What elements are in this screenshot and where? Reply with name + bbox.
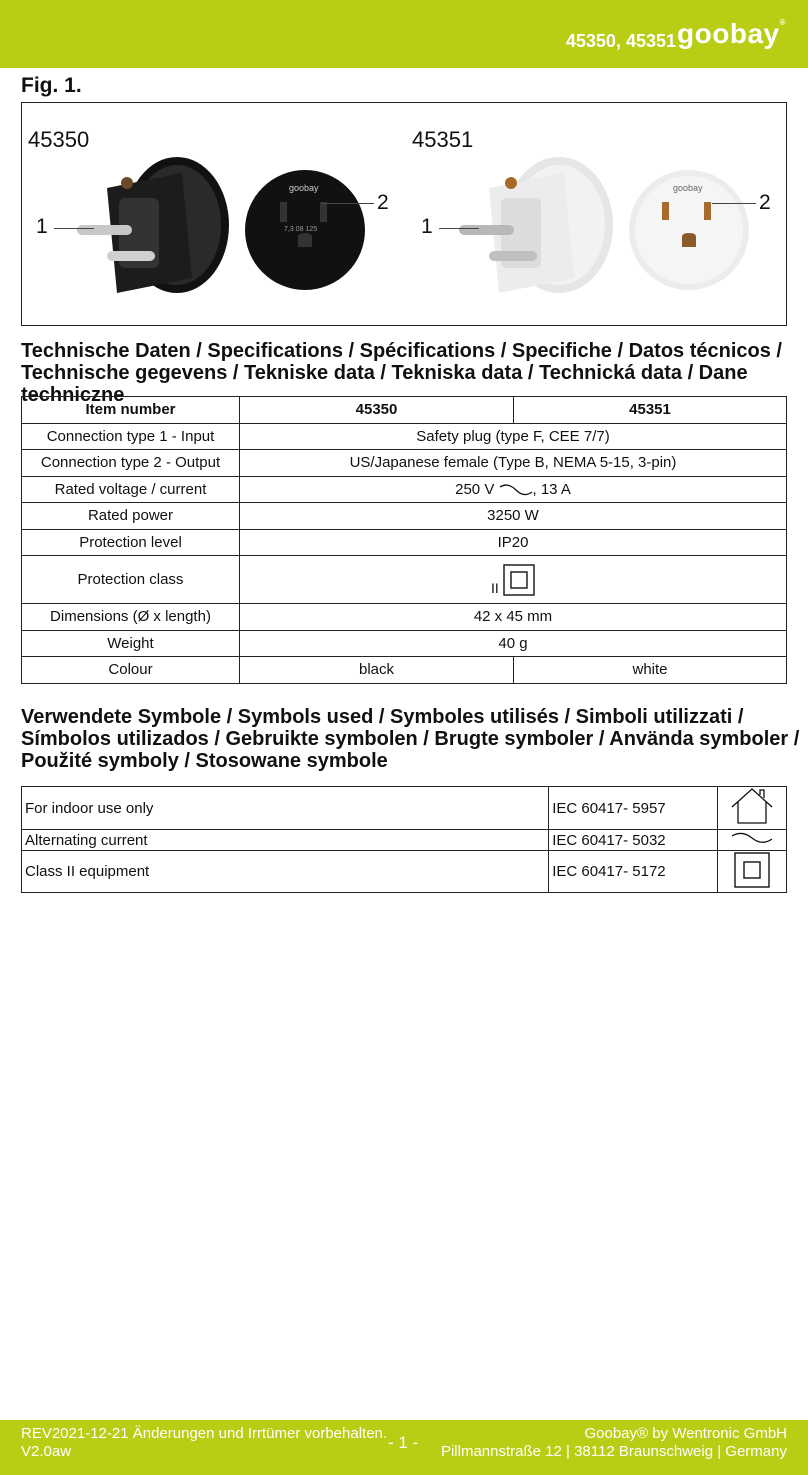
callout-2-right: 2 (759, 191, 771, 214)
symbol-iec-reference: IEC 60417- 5957 (549, 787, 718, 830)
callout-1-right: 1 (421, 215, 433, 238)
symbol-graphic (718, 830, 787, 851)
house-icon (730, 787, 774, 825)
rated-current-text: , 13 A (532, 480, 571, 498)
symbols-title (21, 706, 799, 772)
specifications-title-line2: Technische gegevens / Tekniske data / Tekniska data / Technická data / Dane techniczne (21, 362, 748, 406)
footer-bar (0, 1420, 808, 1475)
row-label: Colour (22, 657, 240, 684)
symbols-title-line1: Verwendete Symbole / Symbols used / Symboles utilisés / Simboli utilizzati / (21, 706, 744, 728)
footer-revision-text: REV2021-12-21 Änderungen und Irrtümer vorbehalten. (21, 1425, 388, 1442)
row-label: Rated voltage / current (22, 476, 240, 503)
row-label: Protection class (22, 556, 240, 604)
callout-line (439, 228, 479, 229)
model-label-45351: 45351 (412, 127, 474, 152)
rated-voltage-text: 250 V (455, 480, 495, 498)
header-model-45350: 45350 (240, 397, 514, 424)
callout-1-left: 1 (36, 215, 48, 238)
goobay-logo (677, 18, 786, 50)
table-header-row (22, 397, 787, 424)
table-row (22, 556, 787, 604)
row-label: Rated power (22, 503, 240, 530)
row-value-45351: white (514, 657, 787, 684)
row-value: 42 x 45 mm (240, 604, 787, 631)
symbol-description: Alternating current (22, 830, 549, 851)
plug-face-logo-text: goobay (289, 183, 319, 193)
table-row (22, 450, 787, 477)
white-plug-face-image (628, 169, 750, 291)
symbols-title-line2: Símbolos utilizados / Gebruikte symbolen / Brugte symboler / Använda symboler / (21, 728, 800, 750)
table-row (22, 830, 787, 851)
black-plug-face-image (244, 169, 366, 291)
double-square-icon (734, 852, 770, 888)
row-value-45350: black (240, 657, 514, 684)
logo-text: goobay (677, 18, 780, 49)
table-row (22, 529, 787, 556)
class-ii-square-icon (503, 564, 535, 596)
black-plug-side-image (77, 153, 237, 303)
footer-address: Pillmannstraße 12 | 38112 Braunschweig | Germany (440, 1443, 787, 1460)
row-label: Weight (22, 630, 240, 657)
logo-registered-mark: ® (779, 18, 786, 27)
ac-wave-icon (730, 831, 774, 845)
symbol-iec-reference: IEC 60417- 5032 (549, 830, 718, 851)
header-model-45351: 45351 (514, 397, 787, 424)
symbol-graphic (718, 787, 787, 830)
row-value: Safety plug (type F, CEE 7/7) (240, 423, 787, 450)
symbols-table (21, 786, 787, 893)
header-item-number: Item number (22, 397, 240, 424)
figure-title: Fig. 1. (21, 74, 82, 97)
row-value: 40 g (240, 630, 787, 657)
plug-face-logo-text: goobay (673, 183, 703, 193)
symbol-description: For indoor use only (22, 787, 549, 830)
header-model-numbers: 45350, 45351 (565, 31, 676, 51)
model-label-45350: 45350 (28, 127, 90, 152)
table-row (22, 851, 787, 893)
table-row (22, 503, 787, 530)
symbol-iec-reference: IEC 60417- 5172 (549, 851, 718, 893)
symbols-title-line3: Použité symboly / Stosowane symbole (21, 750, 388, 772)
row-label: Protection level (22, 529, 240, 556)
table-row (22, 657, 787, 684)
row-label: Connection type 2 - Output (22, 450, 240, 477)
row-label: Connection type 1 - Input (22, 423, 240, 450)
row-value: 3250 W (240, 503, 787, 530)
table-row (22, 476, 787, 503)
symbol-graphic (718, 851, 787, 893)
table-row (22, 787, 787, 830)
page-number: - 1 - (388, 1433, 419, 1452)
callout-2-left: 2 (377, 191, 389, 214)
footer-version-text: V2.0aw (21, 1443, 72, 1460)
row-value (240, 476, 787, 503)
callout-line (712, 203, 756, 204)
plug-face-marking-text: 7,3 08 125 (284, 226, 318, 233)
row-label: Dimensions (Ø x length) (22, 604, 240, 631)
callout-line (322, 203, 374, 204)
row-value (240, 556, 787, 604)
row-value: US/Japanese female (Type B, NEMA 5-15, 3-pin) (240, 450, 787, 477)
table-row (22, 604, 787, 631)
figure-box (21, 102, 787, 326)
symbol-description: Class II equipment (22, 851, 549, 893)
footer-company-name: Goobay® by Wentronic GmbH (584, 1425, 787, 1442)
row-value: IP20 (240, 529, 787, 556)
table-row (22, 423, 787, 450)
callout-line (54, 228, 94, 229)
footer-company (441, 1425, 787, 1461)
footer-revision (21, 1425, 387, 1461)
protection-class-text: II (491, 579, 499, 596)
table-row (22, 630, 787, 657)
specifications-table (21, 396, 787, 684)
specifications-title-line1: Technische Daten / Specifications / Spécifications / Specifiche / Datos técnicos / (21, 340, 782, 362)
header-bar (0, 0, 808, 68)
ac-wave-icon (499, 484, 533, 496)
